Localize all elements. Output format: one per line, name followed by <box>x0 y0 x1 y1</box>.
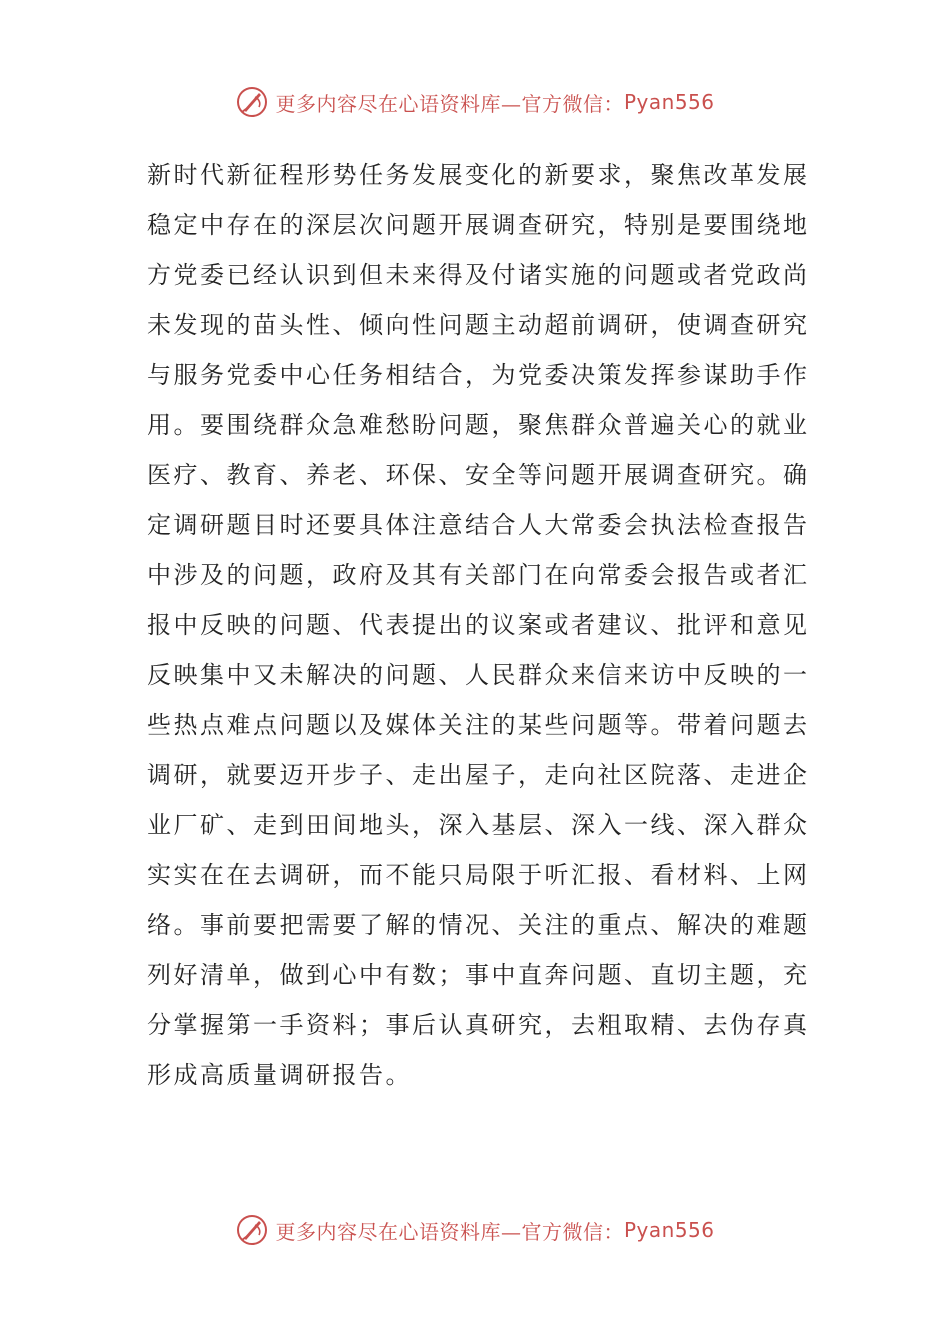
body-line: 报中反映的问题、代表提出的议案或者建议、批评和意见 <box>147 611 810 639</box>
page-header <box>0 82 950 122</box>
header-wechat-id: Pyan556 <box>623 90 715 114</box>
body-line: 定调研题目时还要具体注意结合人大常委会执法检查报告 <box>147 511 810 539</box>
body-line: 未发现的苗头性、倾向性问题主动超前调研，使调查研究 <box>147 311 810 339</box>
body-line: 调研，就要迈开步子、走出屋子，走向社区院落、走进企 <box>147 761 810 789</box>
footer-wechat-id: Pyan556 <box>623 1218 715 1242</box>
footer-text: 更多内容尽在心语资料库—官方微信： <box>275 1219 624 1244</box>
body-line: 分掌握第一手资料；事后认真研究，去粗取精、去伪存真 <box>147 1011 810 1039</box>
body-paragraph <box>147 150 810 1100</box>
body-line: 新时代新征程形势任务发展变化的新要求，聚焦改革发展 <box>147 161 810 189</box>
page-footer <box>0 1210 950 1250</box>
body-line: 实实在在去调研，而不能只局限于听汇报、看材料、上网 <box>147 861 810 889</box>
body-line: 反映集中又未解决的问题、人民群众来信来访中反映的一 <box>147 661 810 689</box>
quill-logo-icon <box>235 1213 269 1247</box>
quill-logo-icon <box>235 85 269 119</box>
body-line: 络。事前要把需要了解的情况、关注的重点、解决的难题 <box>147 911 810 939</box>
body-line: 列好清单，做到心中有数；事中直奔问题、直切主题，充 <box>147 961 810 989</box>
body-line: 业厂矿、走到田间地头，深入基层、深入一线、深入群众 <box>147 811 810 839</box>
header-text: 更多内容尽在心语资料库—官方微信： <box>275 91 624 116</box>
body-line: 稳定中存在的深层次问题开展调查研究，特别是要围绕地 <box>147 211 810 239</box>
body-line: 形成高质量调研报告。 <box>147 1061 412 1089</box>
body-line: 与服务党委中心任务相结合，为党委决策发挥参谋助手作 <box>147 361 810 389</box>
body-line: 些热点难点问题以及媒体关注的某些问题等。带着问题去 <box>147 711 810 739</box>
body-line: 用。要围绕群众急难愁盼问题，聚焦群众普遍关心的就业 <box>147 411 810 439</box>
body-line: 中涉及的问题，政府及其有关部门在向常委会报告或者汇 <box>147 561 810 589</box>
body-line: 方党委已经认识到但未来得及付诸实施的问题或者党政尚 <box>147 261 810 289</box>
body-line: 医疗、教育、养老、环保、安全等问题开展调查研究。确 <box>147 461 810 489</box>
